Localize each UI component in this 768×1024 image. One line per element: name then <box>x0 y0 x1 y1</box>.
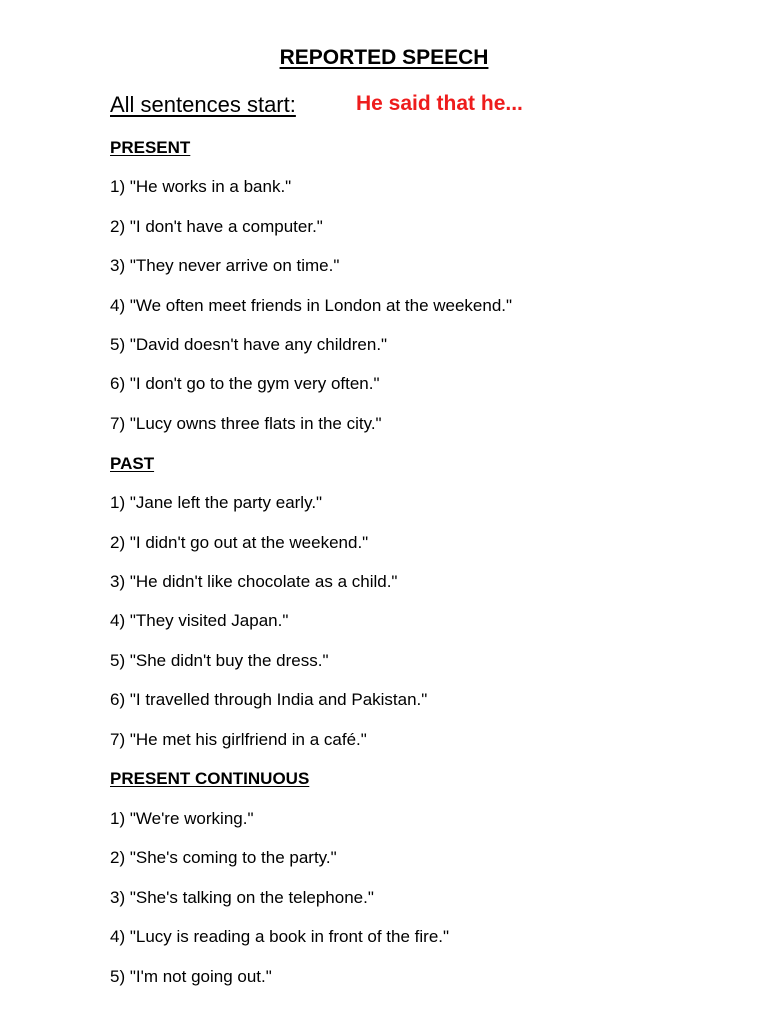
list-item: 3) "They never arrive on time." <box>110 256 340 275</box>
list-item: 4) "They visited Japan." <box>110 611 289 630</box>
list-item: 5) "I'm not going out." <box>110 967 272 986</box>
intro-sentence-start: He said that he... <box>356 92 523 115</box>
list-item: 1) "Jane left the party early." <box>110 493 323 512</box>
list-item: 1) "We're working." <box>110 809 254 828</box>
list-item: 2) "I didn't go out at the weekend." <box>110 533 369 552</box>
list-item: 2) "She's coming to the party." <box>110 848 337 867</box>
list-item: 1) "He works in a bank." <box>110 177 292 196</box>
section-heading-past: PAST <box>110 454 155 473</box>
section-heading-present-continuous: PRESENT CONTINUOUS <box>110 769 310 788</box>
list-item: 6) "I travelled through India and Pakistan." <box>110 690 428 709</box>
list-item: 7) "He met his girlfriend in a café." <box>110 730 367 749</box>
section-heading-present: PRESENT <box>110 138 191 157</box>
list-item: 4) "We often meet friends in London at the weekend." <box>110 296 513 315</box>
list-item: 3) "She's talking on the telephone." <box>110 888 374 907</box>
list-item: 4) "Lucy is reading a book in front of the fire." <box>110 927 450 946</box>
list-item: 5) "David doesn't have any children." <box>110 335 388 354</box>
list-item: 5) "She didn't buy the dress." <box>110 651 329 670</box>
list-item: 6) "I don't go to the gym very often." <box>110 374 380 393</box>
list-item: 2) "I don't have a computer." <box>110 217 323 236</box>
list-item: 7) "Lucy owns three flats in the city." <box>110 414 382 433</box>
intro-label: All sentences start: <box>110 92 296 117</box>
page-title: REPORTED SPEECH <box>279 46 489 69</box>
list-item: 3) "He didn't like chocolate as a child." <box>110 572 398 591</box>
